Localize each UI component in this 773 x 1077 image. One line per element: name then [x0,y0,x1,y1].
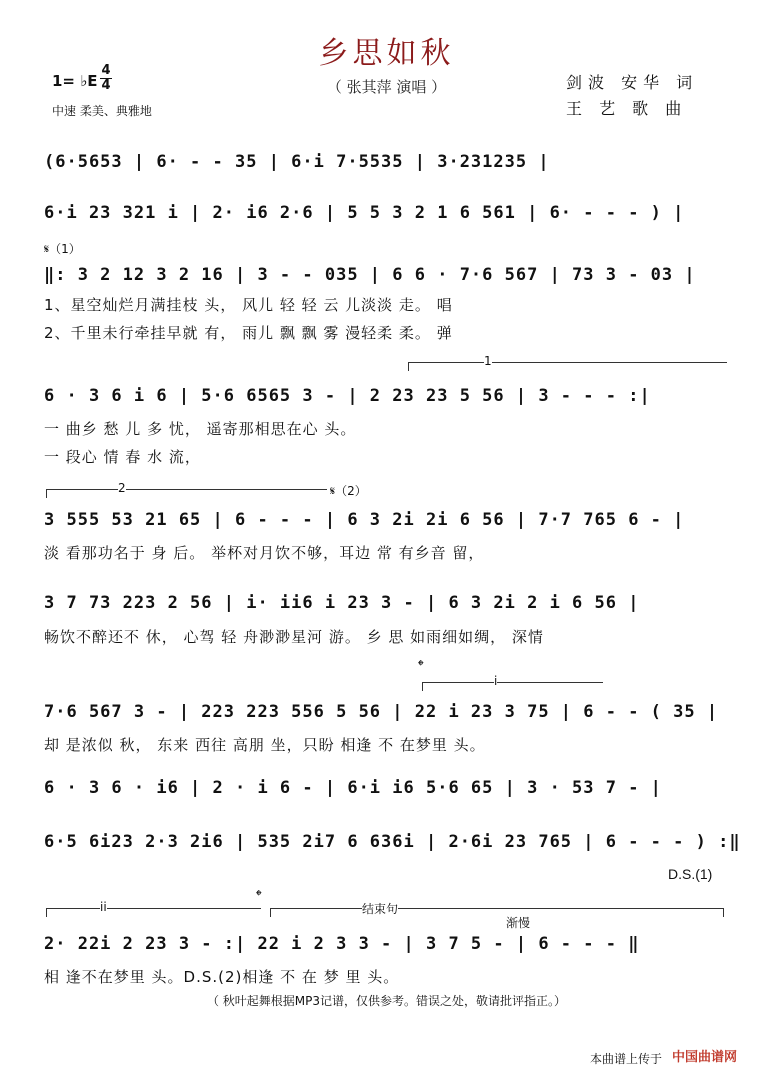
meter-bottom: 4 [101,78,111,93]
lyric-row-4b: 一 段心 情 春 水 流， [44,448,201,466]
notation-row-9: 6·5 6i23 2·3 2i6 | 535 2i7 6 636i | 2·6i 23 765 | 6 - - - ) :‖ [44,832,741,852]
ending-2-label: 2 [118,481,126,495]
performer: （ 张其萍 演唱 ） [326,78,447,96]
bracket-ii-label: ii [100,900,107,914]
song-title: 乡思如秋 [318,36,455,71]
ritardando-mark: 渐慢 [506,916,531,930]
meter-top: 4 [101,63,111,78]
lyric-row-5: 淡 看那功名于 身 后。 举杯对月饮不够，耳边 常 有乡音 留， [44,544,485,562]
bracket-ii [46,908,261,917]
notation-row-5: 3 555 53 21 65 | 6 - - - | 6 3 2i 2i 6 56 | 7·7 765 6 - | [44,510,685,530]
ending-1-bracket [408,362,727,371]
notation-row-6: 3 7 73 223 2 56 | i· ii6 i 23 3 - | 6 3 2i 2 i 6 56 | [44,593,640,613]
bracket-i-label: i [494,674,498,688]
ds-1-mark: D.S.(1) [668,866,713,882]
upload-note: 本曲谱上传于 [590,1052,663,1066]
bracket-i [422,682,603,691]
segno-mark-1: 𝄋（1） [44,242,81,256]
key-signature: 1= ♭E [52,72,98,90]
ending-phrase-label: 结束句 [362,902,399,916]
lyricist-credit: 剑波 安华 词 [566,73,699,92]
tempo-marking: 中速 柔美、典雅地 [52,104,152,118]
notation-row-10: 2· 22i 2 23 3 - :| 22 i 2 3 3 - | 3 7 5 - | 6 - - - ‖ [44,934,640,954]
notation-row-2: 6·i 23 321 i | 2· i6 2·6 | 5 5 3 2 1 6 561 | 6· - - - ) | [44,203,685,223]
ending-phrase-bracket [270,908,724,917]
notation-row-7: 7·6 567 3 - | 223 223 556 5 56 | 22 i 23 3 75 | 6 - - ( 35 | [44,702,719,722]
coda-mark-2: 𝄌 [256,886,262,905]
notation-row-3: ‖: 3 2 12 3 2 16 | 3 - - 035 | 6 6 · 7·6 567 | 73 3 - 03 | [44,265,696,285]
ending-2-bracket [46,489,327,498]
lyric-row-4a: 一 曲乡 愁 儿 多 忧， 遥寄那相思在心 头。 [44,420,357,438]
coda-mark-1: 𝄌 [418,656,424,675]
notation-row-1: (6·5653 | 6· - - 35 | 6·i 7·5535 | 3·231235 | [44,152,550,172]
notation-row-8: 6 · 3 6 · i6 | 2 · i 6 - | 6·i i6 5·6 65 | 3 · 53 7 - | [44,778,662,798]
lyric-row-7: 却 是浓似 秋， 东来 西往 高朋 坐，只盼 相逢 不 在梦里 头。 [44,736,486,754]
lyric-verse-1: 1、星空灿烂月满挂枝 头， 风儿 轻 轻 云 儿淡淡 走。 唱 [44,296,453,314]
time-signature [100,64,112,93]
notation-row-4: 6 · 3 6 i 6 | 5·6 6565 3 - | 2 23 23 5 56 | 3 - - - :| [44,386,651,406]
lyric-row-6: 畅饮不醉还不 休， 心驾 轻 舟渺渺星河 游。 乡 思 如雨细如绸， 深情 [44,628,544,646]
site-logo: 中国曲谱网 [672,1050,738,1065]
ending-1-label: 1 [484,354,492,368]
transcription-note: （ 秋叶起舞根据MP3记谱，仅供参考。错误之处，敬请批评指正。） [206,994,567,1008]
lyric-row-10: 相 逢不在梦里 头。D.S.(2)相逢 不 在 梦 里 头。 [44,968,400,986]
composer-credit: 王 艺 歌 曲 [566,99,688,118]
lyric-verse-2: 2、千里未行牵挂早就 有， 雨儿 飘 飘 雾 漫轻柔 柔。 弹 [44,324,453,342]
segno-mark-2: 𝄋（2） [330,484,367,498]
